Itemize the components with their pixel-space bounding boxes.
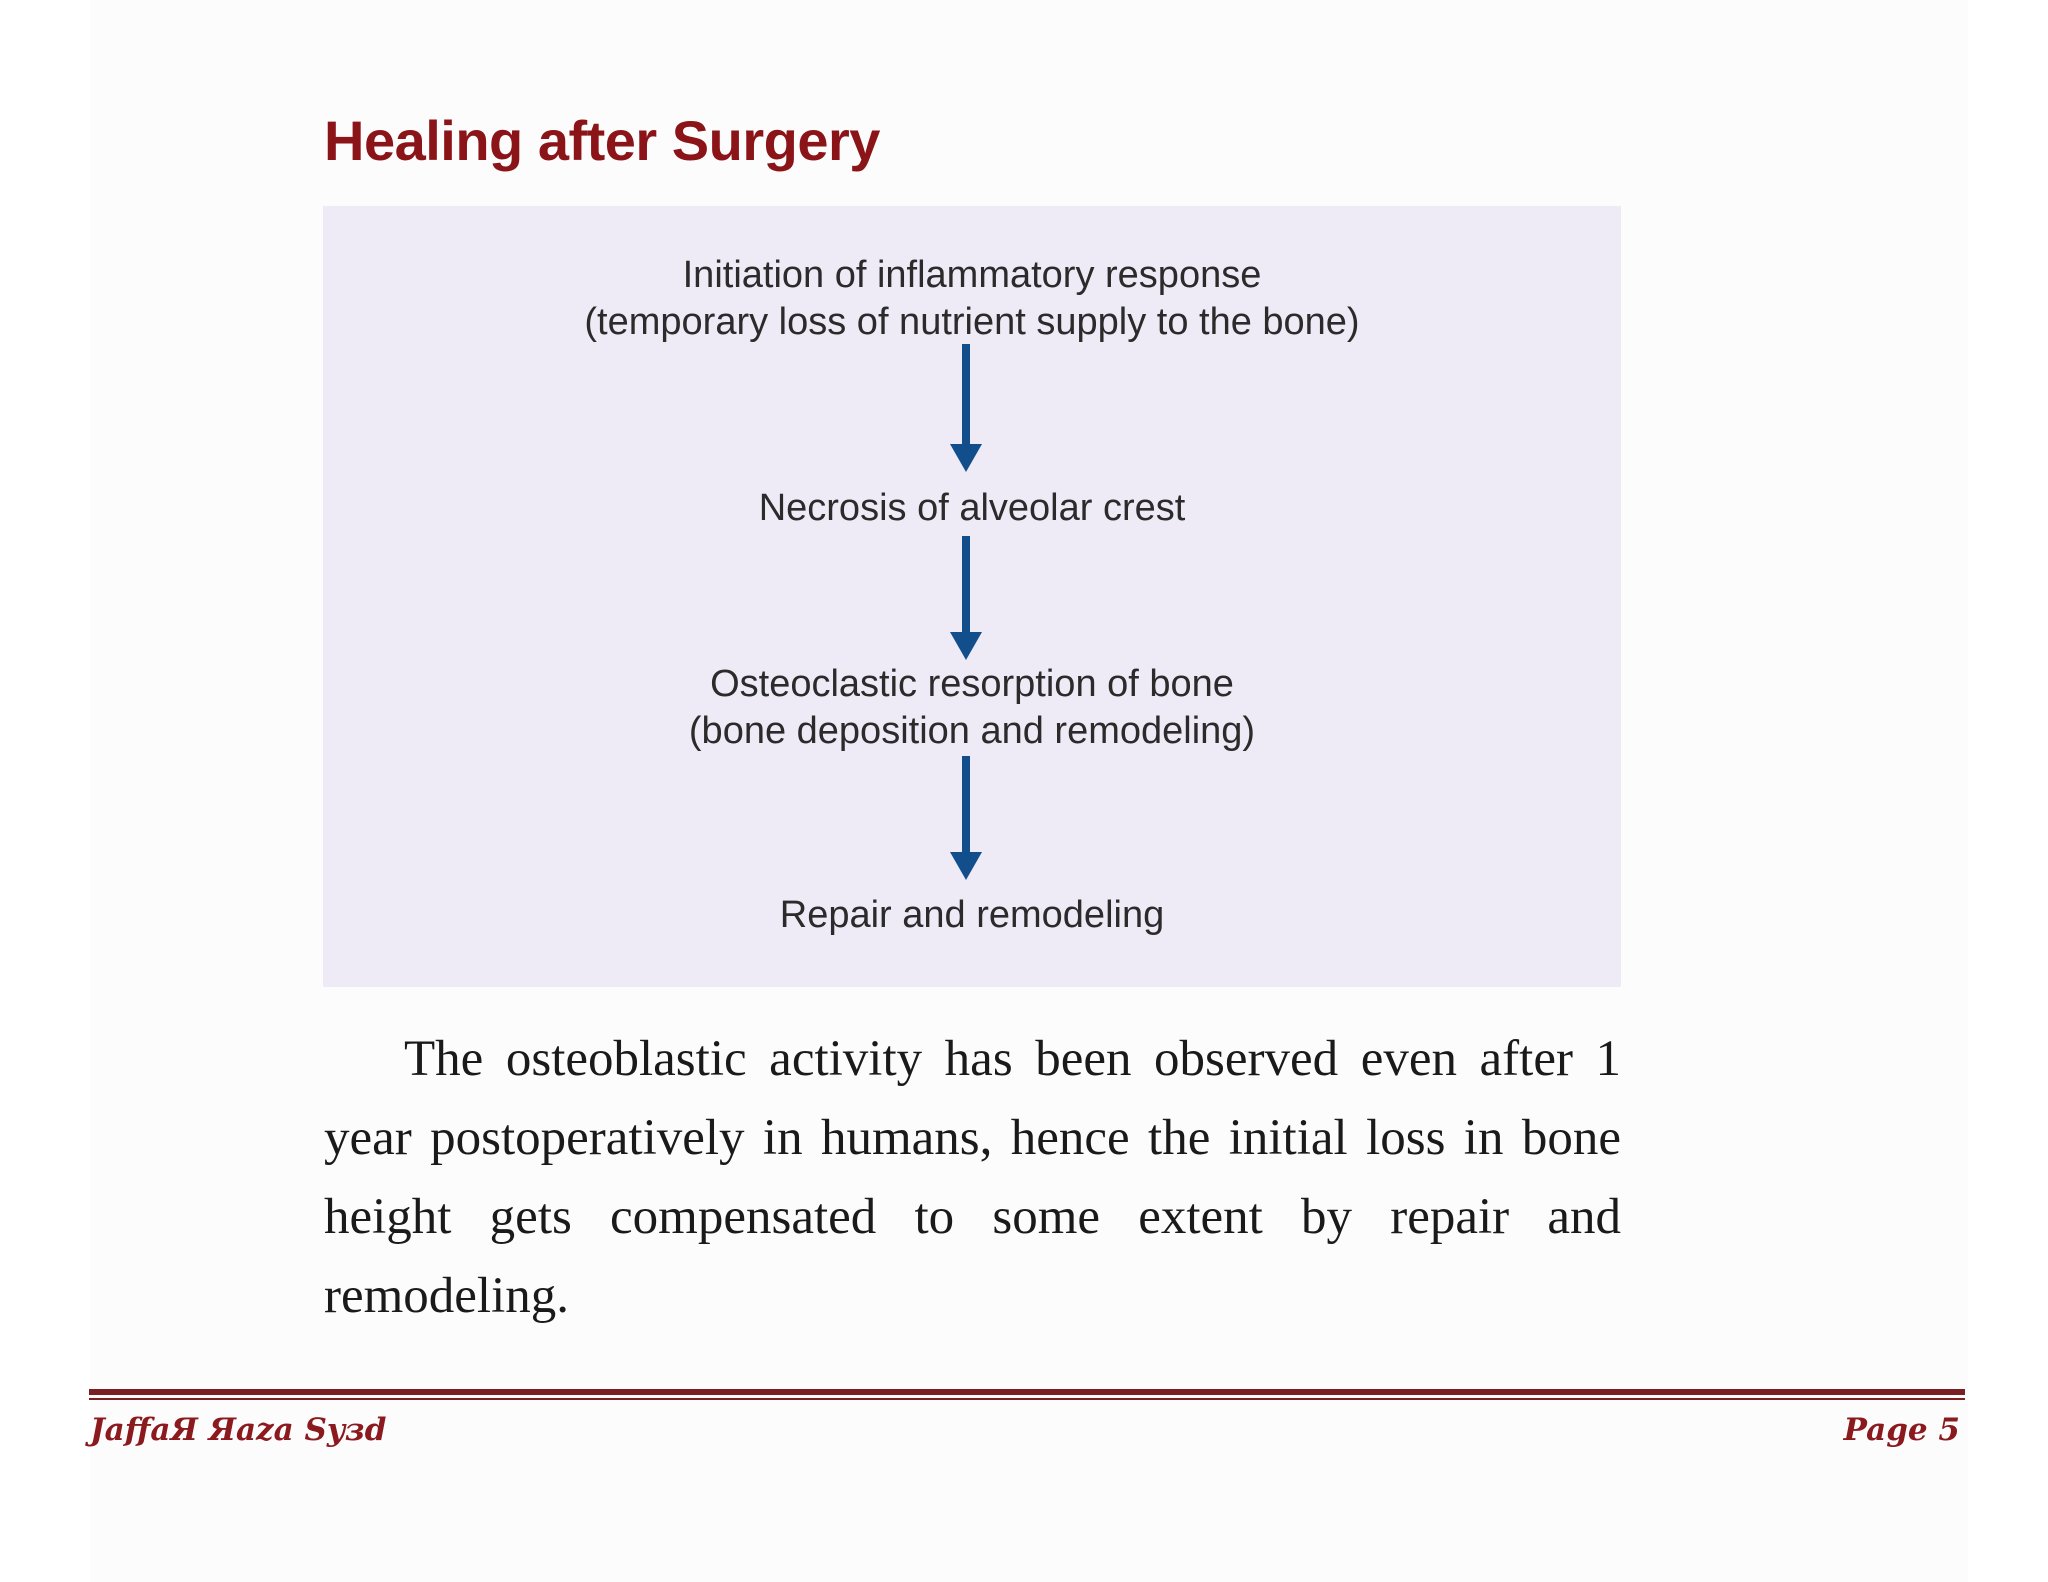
flow-step-line: (bone deposition and remodeling) — [688, 710, 1256, 752]
flow-step-line: Osteoclastic resorption of bone — [710, 663, 1234, 705]
flow-step-repair — [323, 892, 1621, 939]
flow-step-line: (temporary loss of nutrient supply to the bone) — [584, 301, 1360, 343]
flow-step-inflammatory — [323, 252, 1621, 346]
flow-step-necrosis — [323, 485, 1621, 532]
flow-step-line: Repair and remodeling — [779, 894, 1165, 936]
down-arrow-icon — [946, 536, 986, 662]
footer-page-number: Page 5 — [1843, 1412, 1960, 1448]
flow-step-line: Initiation of inflammatory response — [682, 254, 1262, 296]
down-arrow-icon — [946, 344, 986, 474]
down-arrow-icon — [946, 756, 986, 882]
flow-step-line: Necrosis of alveolar crest — [758, 487, 1186, 529]
page-title: Healing after Surgery — [324, 109, 880, 172]
footer-rule-thin — [89, 1398, 1965, 1400]
body-paragraph: The osteoblastic activity has been observed even after 1 year postoperatively in humans, hence the initial loss in bone height gets compensated to some extent by repair and remodeling. — [324, 1031, 1621, 1324]
flow-step-resorption — [323, 661, 1621, 755]
footer-author: JaffaЯ Яaza Syзd — [90, 1412, 387, 1448]
footer-rule-thick — [89, 1389, 1965, 1395]
flowchart-panel — [323, 206, 1621, 987]
